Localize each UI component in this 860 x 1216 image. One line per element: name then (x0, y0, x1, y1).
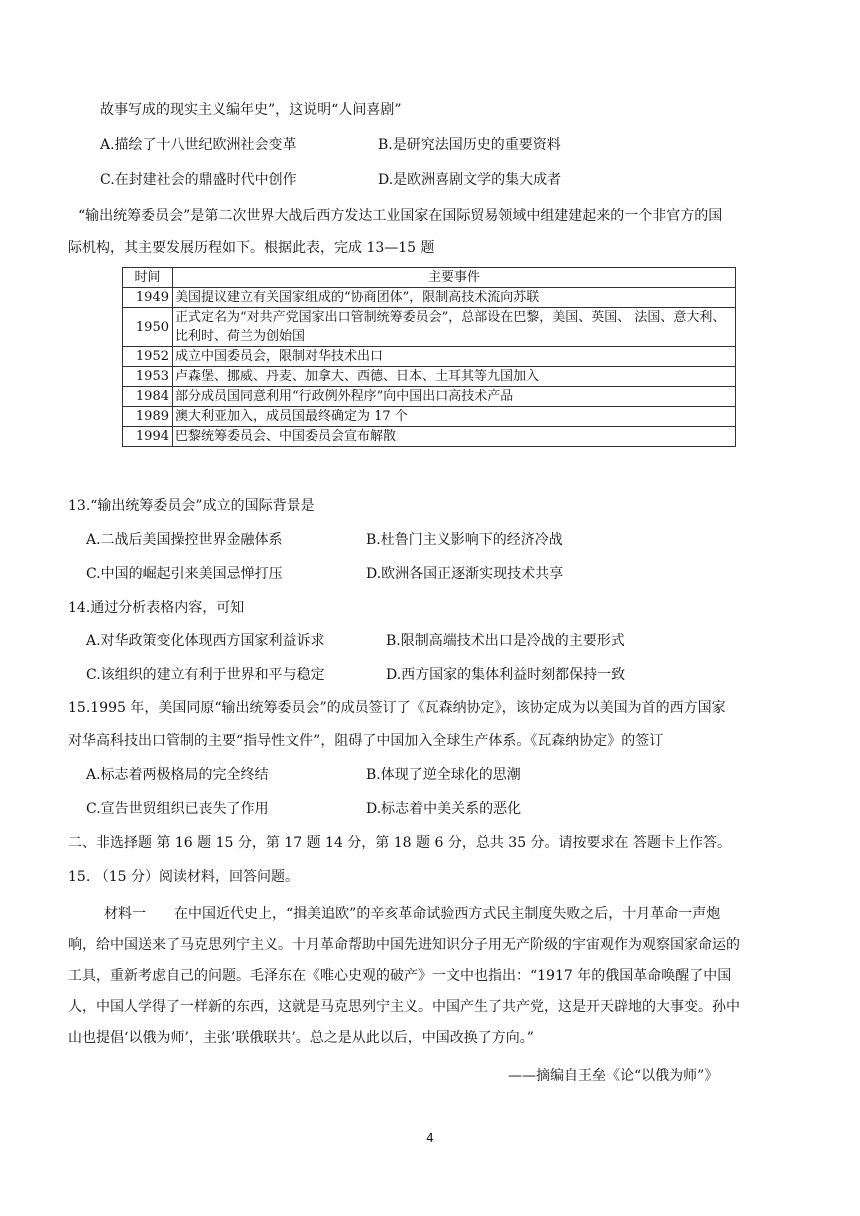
table-row (123, 427, 736, 447)
q13-option-b: B.杜鲁门主义影响下的经济冷战 (366, 532, 563, 548)
passage-line-1: “输出统筹委员会”是第二次世界大战后西方发达工业国家在国际贸易领域中组建建起来的一个非官方的国 (78, 208, 723, 224)
material1-line-5: 山也提倡‘以俄为师’，主张’联俄联共’。总之是从此以后，中国改换了方向。” (68, 1030, 534, 1046)
material1-line-4: 人，中国人学得了一样新的东西，这就是马克思列宁主义。中国产生了共产党，这是开天辟地的大事变。孙中 (68, 999, 740, 1015)
table-header-row (123, 268, 736, 288)
row-year: 1994 (123, 427, 173, 447)
material1-line-1: 材料一 在中国近代史上，“揖美追欧”的辛亥革命试验西方式民主制度失败之后，十月革命一声炮 (104, 906, 721, 922)
q13-option-d: D.欧洲各国正逐渐实现技术共享 (366, 566, 564, 582)
passage-line-2: 际机构，其主要发展历程如下。根据此表，完成 13—15 题 (68, 240, 435, 256)
q15-stem-line-2: 对华高科技出口管制的主要“指导性文件”，阻碍了中国加入全球生产体系。《瓦森纳协定》的签订 (68, 733, 664, 749)
row-year: 1989 (123, 407, 173, 427)
q15-option-d: D.标志着中美关系的恶化 (366, 801, 522, 817)
section2-question-label: 15. （15 分）阅读材料，回答问题。 (68, 869, 299, 885)
q15-option-c: C.宣告世贸组织已丧失了作用 (86, 801, 269, 817)
q14-option-b: B.限制高端技术出口是冷战的主要形式 (386, 633, 625, 649)
q15-stem-line-1: 15.1995 年，美国同原“输出统筹委员会”的成员签订了《瓦森纳协定》，该协定成为以美国为首的西方国家 (68, 700, 726, 716)
q15-option-a: A.标志着两极格局的完全终结 (86, 767, 269, 783)
q13-option-c: C.中国的崛起引来美国忌惮打压 (86, 566, 283, 582)
header-event: 主要事件 (173, 268, 736, 288)
row-year: 1952 (123, 347, 173, 367)
row-event: 美国提议建立有关国家组成的“协商团体”，限制高技术流向苏联 (173, 288, 736, 308)
q14-stem: 14.通过分析表格内容，可知 (68, 600, 245, 616)
table-row (123, 308, 736, 347)
q13-stem: 13.“输出统筹委员会”成立的国际背景是 (68, 498, 315, 514)
table-row (123, 407, 736, 427)
row-year: 1984 (123, 387, 173, 407)
row-year: 1950 (123, 308, 173, 347)
section2-title: 二、非选择题 第 16 题 15 分，第 17 题 14 分，第 18 题 6 分，总共 35 分。请按要求在 答题卡上作答。 (68, 835, 731, 851)
q14-option-a: A.对华政策变化体现西方国家利益诉求 (86, 633, 325, 649)
table-row (123, 347, 736, 367)
header-time: 时间 (123, 268, 173, 288)
q12-option-b: B.是研究法国历史的重要资料 (378, 137, 561, 153)
row-event: 卢森堡、挪威、丹麦、加拿大、西德、日本、土耳其等九国加入 (173, 367, 736, 387)
q12-option-d: D.是欧洲喜剧文学的集大成者 (378, 172, 562, 188)
q12-option-a: A.描绘了十八世纪欧洲社会变革 (100, 137, 297, 153)
table-row (123, 367, 736, 387)
intro-line: 故事写成的现实主义编年史”，这说明“人间喜剧” (100, 102, 402, 118)
q14-option-d: D.西方国家的集体利益时刻都保持一致 (386, 667, 626, 683)
row-event: 巴黎统筹委员会、中国委员会宣布解散 (173, 427, 736, 447)
row-event: 成立中国委员会，限制对华技术出口 (173, 347, 736, 367)
q12-option-c: C.在封建社会的鼎盛时代中创作 (100, 172, 297, 188)
row-year: 1953 (123, 367, 173, 387)
material1-line-3: 工具，重新考虑自己的问题。毛泽东在《唯心史观的破产》一文中也指出：“1917 年的俄国革命唤醒了中国 (68, 968, 732, 984)
page-number: 4 (426, 1131, 434, 1145)
row-event: 澳大利亚加入，成员国最终确定为 17 个 (173, 407, 736, 427)
material1-source: ——摘编自王垒《论“以俄为师”》 (508, 1068, 719, 1084)
table-row (123, 387, 736, 407)
q13-option-a: A.二战后美国操控世界金融体系 (86, 532, 283, 548)
row-event: 正式定名为“对共产党国家出口管制统筹委员会”，总部设在巴黎，美国、英国、 法国、意大利、比利时、荷兰为创始国 (173, 308, 736, 347)
q15-option-b: B.体现了逆全球化的思潮 (366, 767, 521, 783)
row-year: 1949 (123, 288, 173, 308)
events-table (122, 267, 736, 447)
table-row (123, 288, 736, 308)
row-event: 部分成员国同意利用“行政例外程序”向中国出口高技术产品 (173, 387, 736, 407)
q14-option-c: C.该组织的建立有利于世界和平与稳定 (86, 667, 325, 683)
material1-line-2: 响，给中国送来了马克思列宁主义。十月革命帮助中国先进知识分子用无产阶级的宇宙观作为观察国家命运的 (68, 937, 740, 953)
